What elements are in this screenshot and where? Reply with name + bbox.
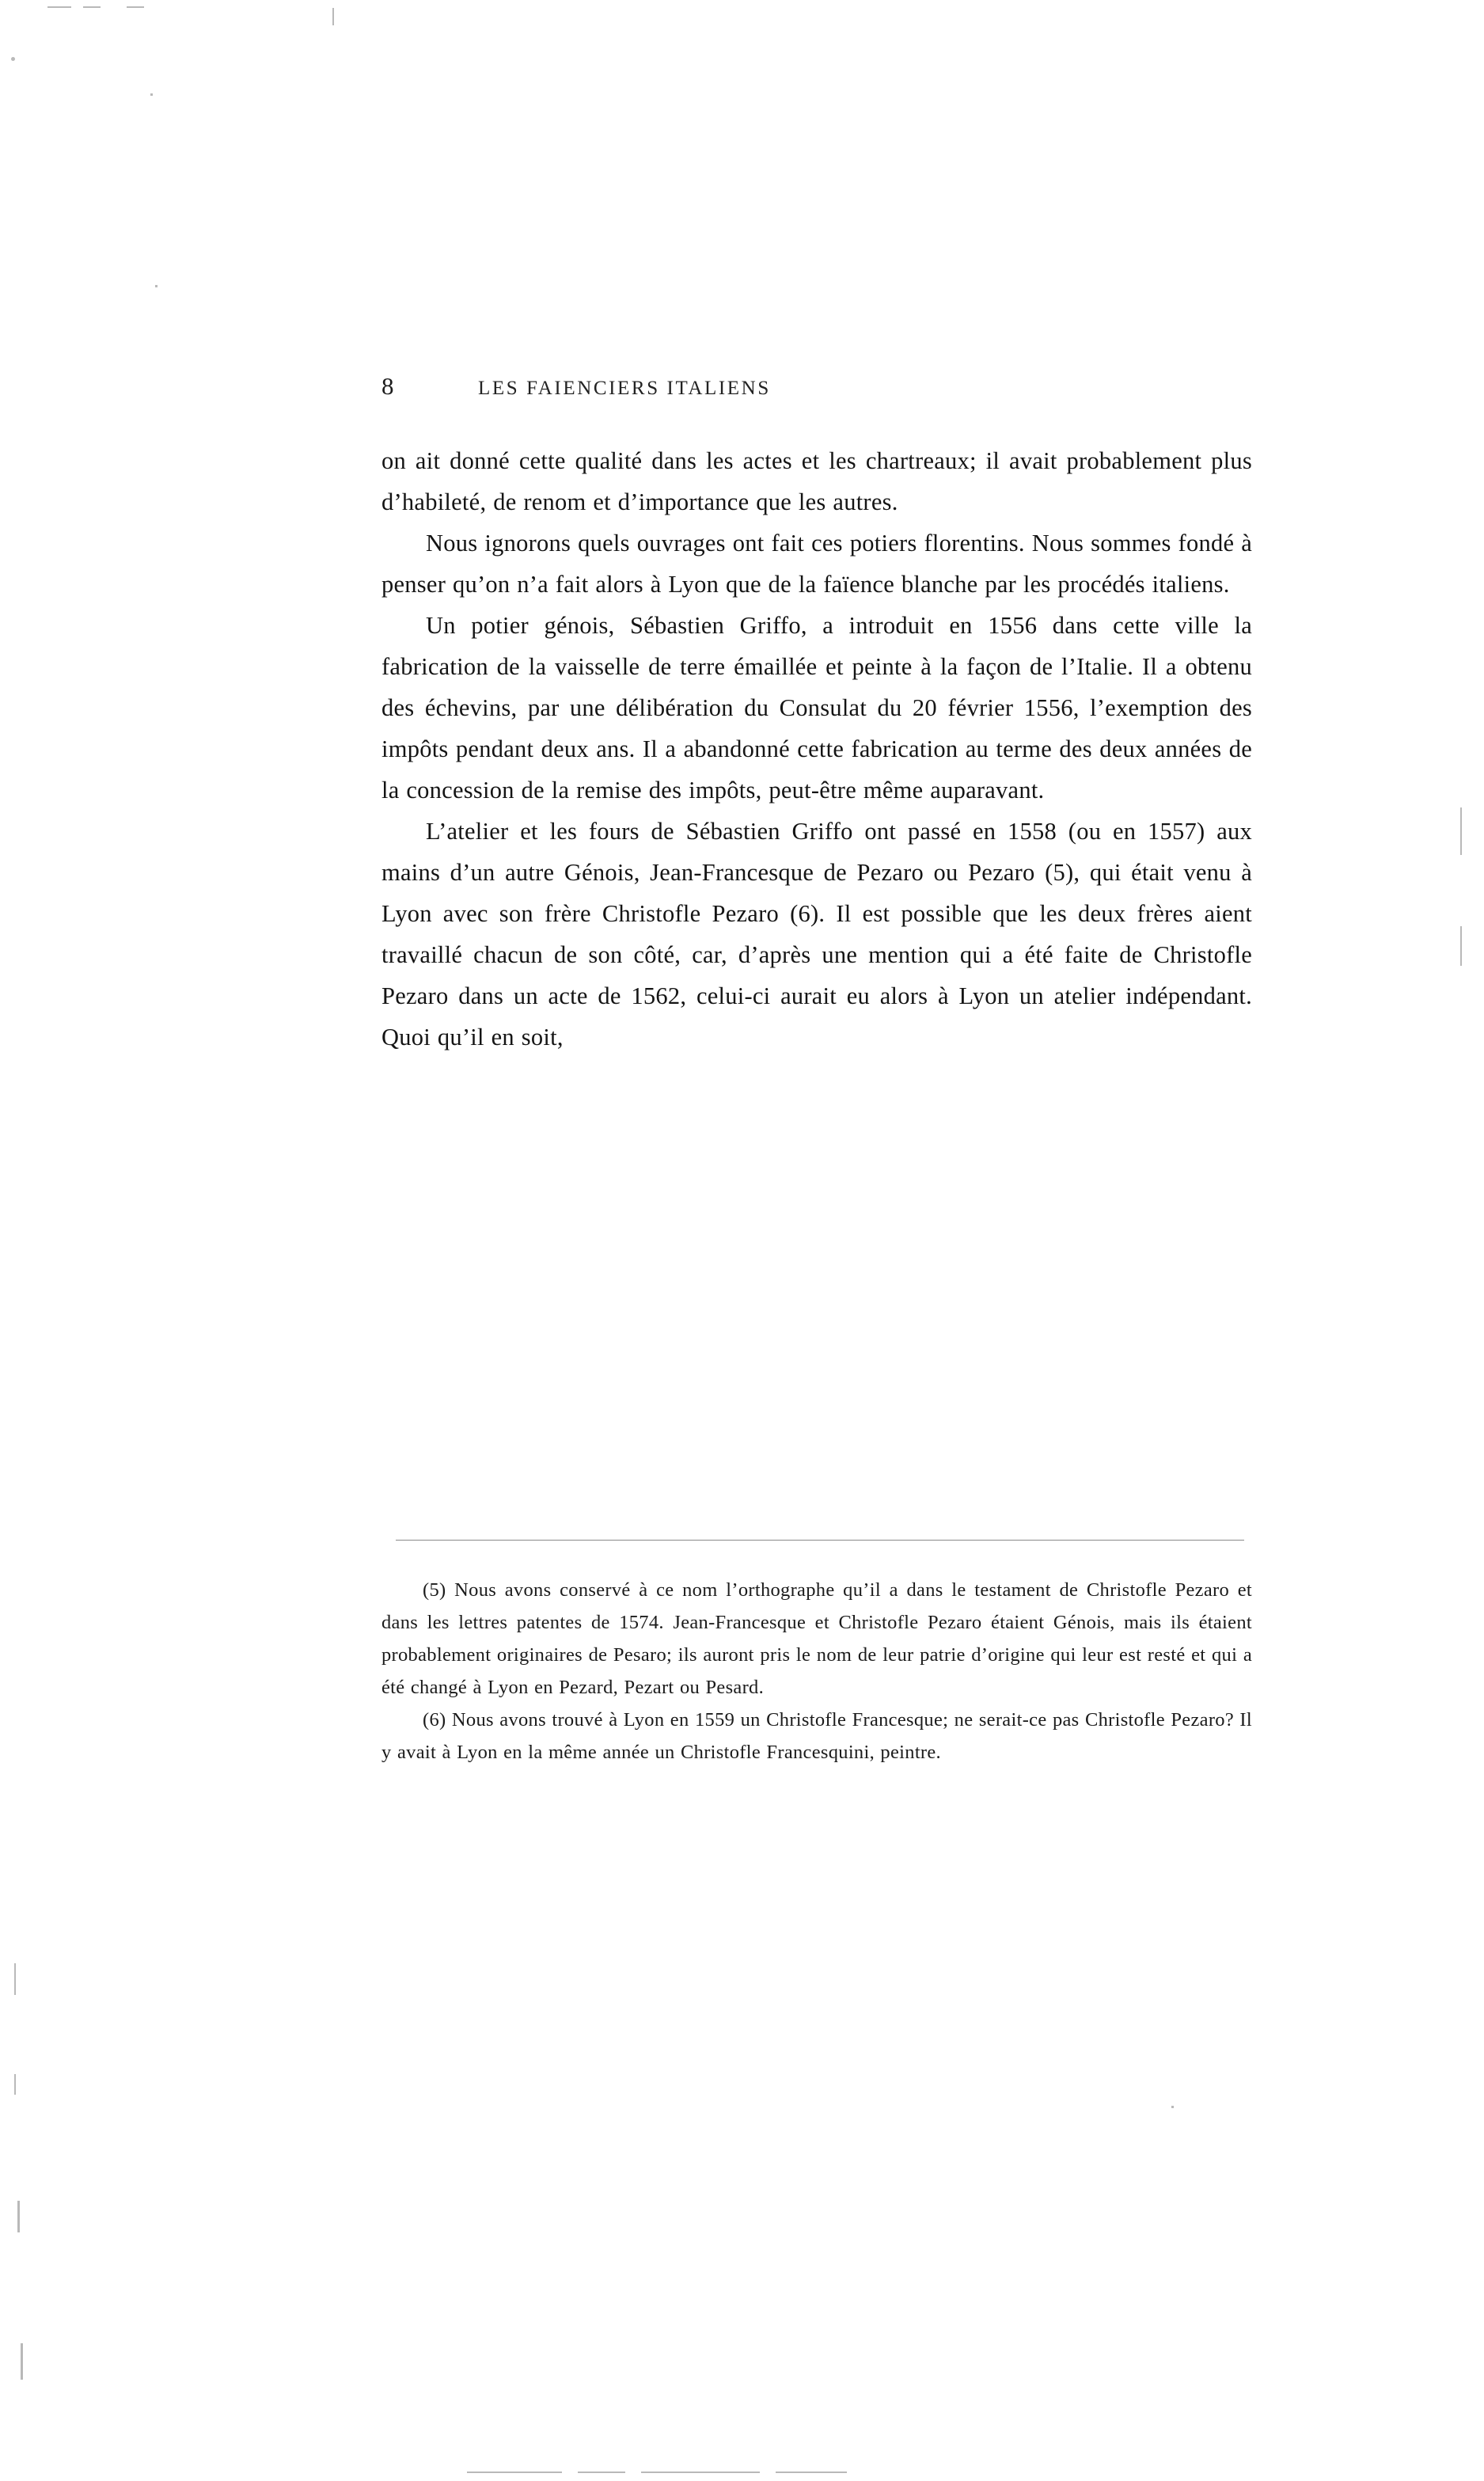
body-paragraph: Un potier génois, Sébastien Griffo, a introduit en 1556 dans cette ville la fabrication de la vaisselle de terre émaillée et peinte à la façon de l’Italie. Il a obtenu des échevins, par une délibération du Consulat du 20 février 1556, l’exemption des impôts pendant deux ans. Il a abandonné cette fabrication au terme des deux années de la concession de la remise des impôts, peut-être même auparavant. bbox=[381, 612, 1252, 804]
scan-artifact bbox=[578, 2472, 625, 2473]
running-head-title: LES FAIENCIERS ITALIENS bbox=[478, 378, 771, 399]
body-paragraph: on ait donné cette qualité dans les actes et les chartreaux; il avait probablement plus d’habileté, de renom et d’importance que les autres. bbox=[381, 447, 1252, 515]
page-text-block bbox=[381, 372, 1252, 1058]
scan-artifact bbox=[83, 6, 101, 8]
body-paragraph: Nous ignorons quels ouvrages ont fait ces potiers florentins. Nous sommes fondé à penser qu’on n’a fait alors à Lyon que de la faïence blanche par les procédés italiens. bbox=[381, 530, 1252, 598]
scan-artifact bbox=[1171, 2106, 1174, 2108]
scan-artifact bbox=[1460, 807, 1462, 855]
scan-artifact bbox=[11, 57, 15, 61]
scan-artifact bbox=[641, 2472, 760, 2473]
scan-artifact bbox=[332, 8, 334, 25]
footnote-item: (6) Nous avons trouvé à Lyon en 1559 un Christofle Francesque; ne serait-ce pas Christofle Pezaro? Il y avait à Lyon en la même année un Christofle Francesquini, peintre. bbox=[381, 1709, 1252, 1763]
scan-artifact bbox=[1460, 926, 1462, 966]
footnote-item: (5) Nous avons conservé à ce nom l’orthographe qu’il a dans le testament de Christofle Pezaro et dans les lettres patentes de 1574. Jean-Francesque et Christofle Pezaro étaient Génois, mais ils étaient probablement originaires de Pesaro; ils auront pris le nom de leur patrie d’origine qui leur est resté et qui a été changé à Lyon en Pezard, Pezart ou Pesard. bbox=[381, 1579, 1252, 1698]
body-paragraph: L’atelier et les fours de Sébastien Griffo ont passé en 1558 (ou en 1557) aux mains d’un autre Génois, Jean-Francesque de Pezaro ou Pezaro (5), qui était venu à Lyon avec son frère Christofle Pezaro (6). Il est possible que les deux frères aient travaillé chacun de son côté, car, d’après une mention qui a été faite de Christofle Pezaro dans un acte de 1562, celui-ci aurait eu alors à Lyon un atelier indépendant. Quoi qu’il en soit, bbox=[381, 818, 1252, 1051]
scan-artifact bbox=[155, 285, 158, 287]
scan-artifact bbox=[127, 6, 144, 8]
running-head bbox=[381, 372, 1252, 399]
scan-artifact bbox=[21, 2343, 23, 2380]
scan-artifact bbox=[150, 93, 153, 96]
footnotes-block bbox=[381, 1574, 1252, 1769]
scan-artifact bbox=[47, 6, 71, 8]
scan-artifact bbox=[776, 2472, 847, 2473]
scan-artifact bbox=[467, 2472, 562, 2473]
scan-artifact bbox=[14, 1963, 16, 1995]
scan-artifact bbox=[14, 2074, 16, 2095]
footnote-separator-rule bbox=[396, 1540, 1244, 1541]
page-number: 8 bbox=[381, 372, 394, 400]
scan-artifact bbox=[17, 2201, 20, 2232]
